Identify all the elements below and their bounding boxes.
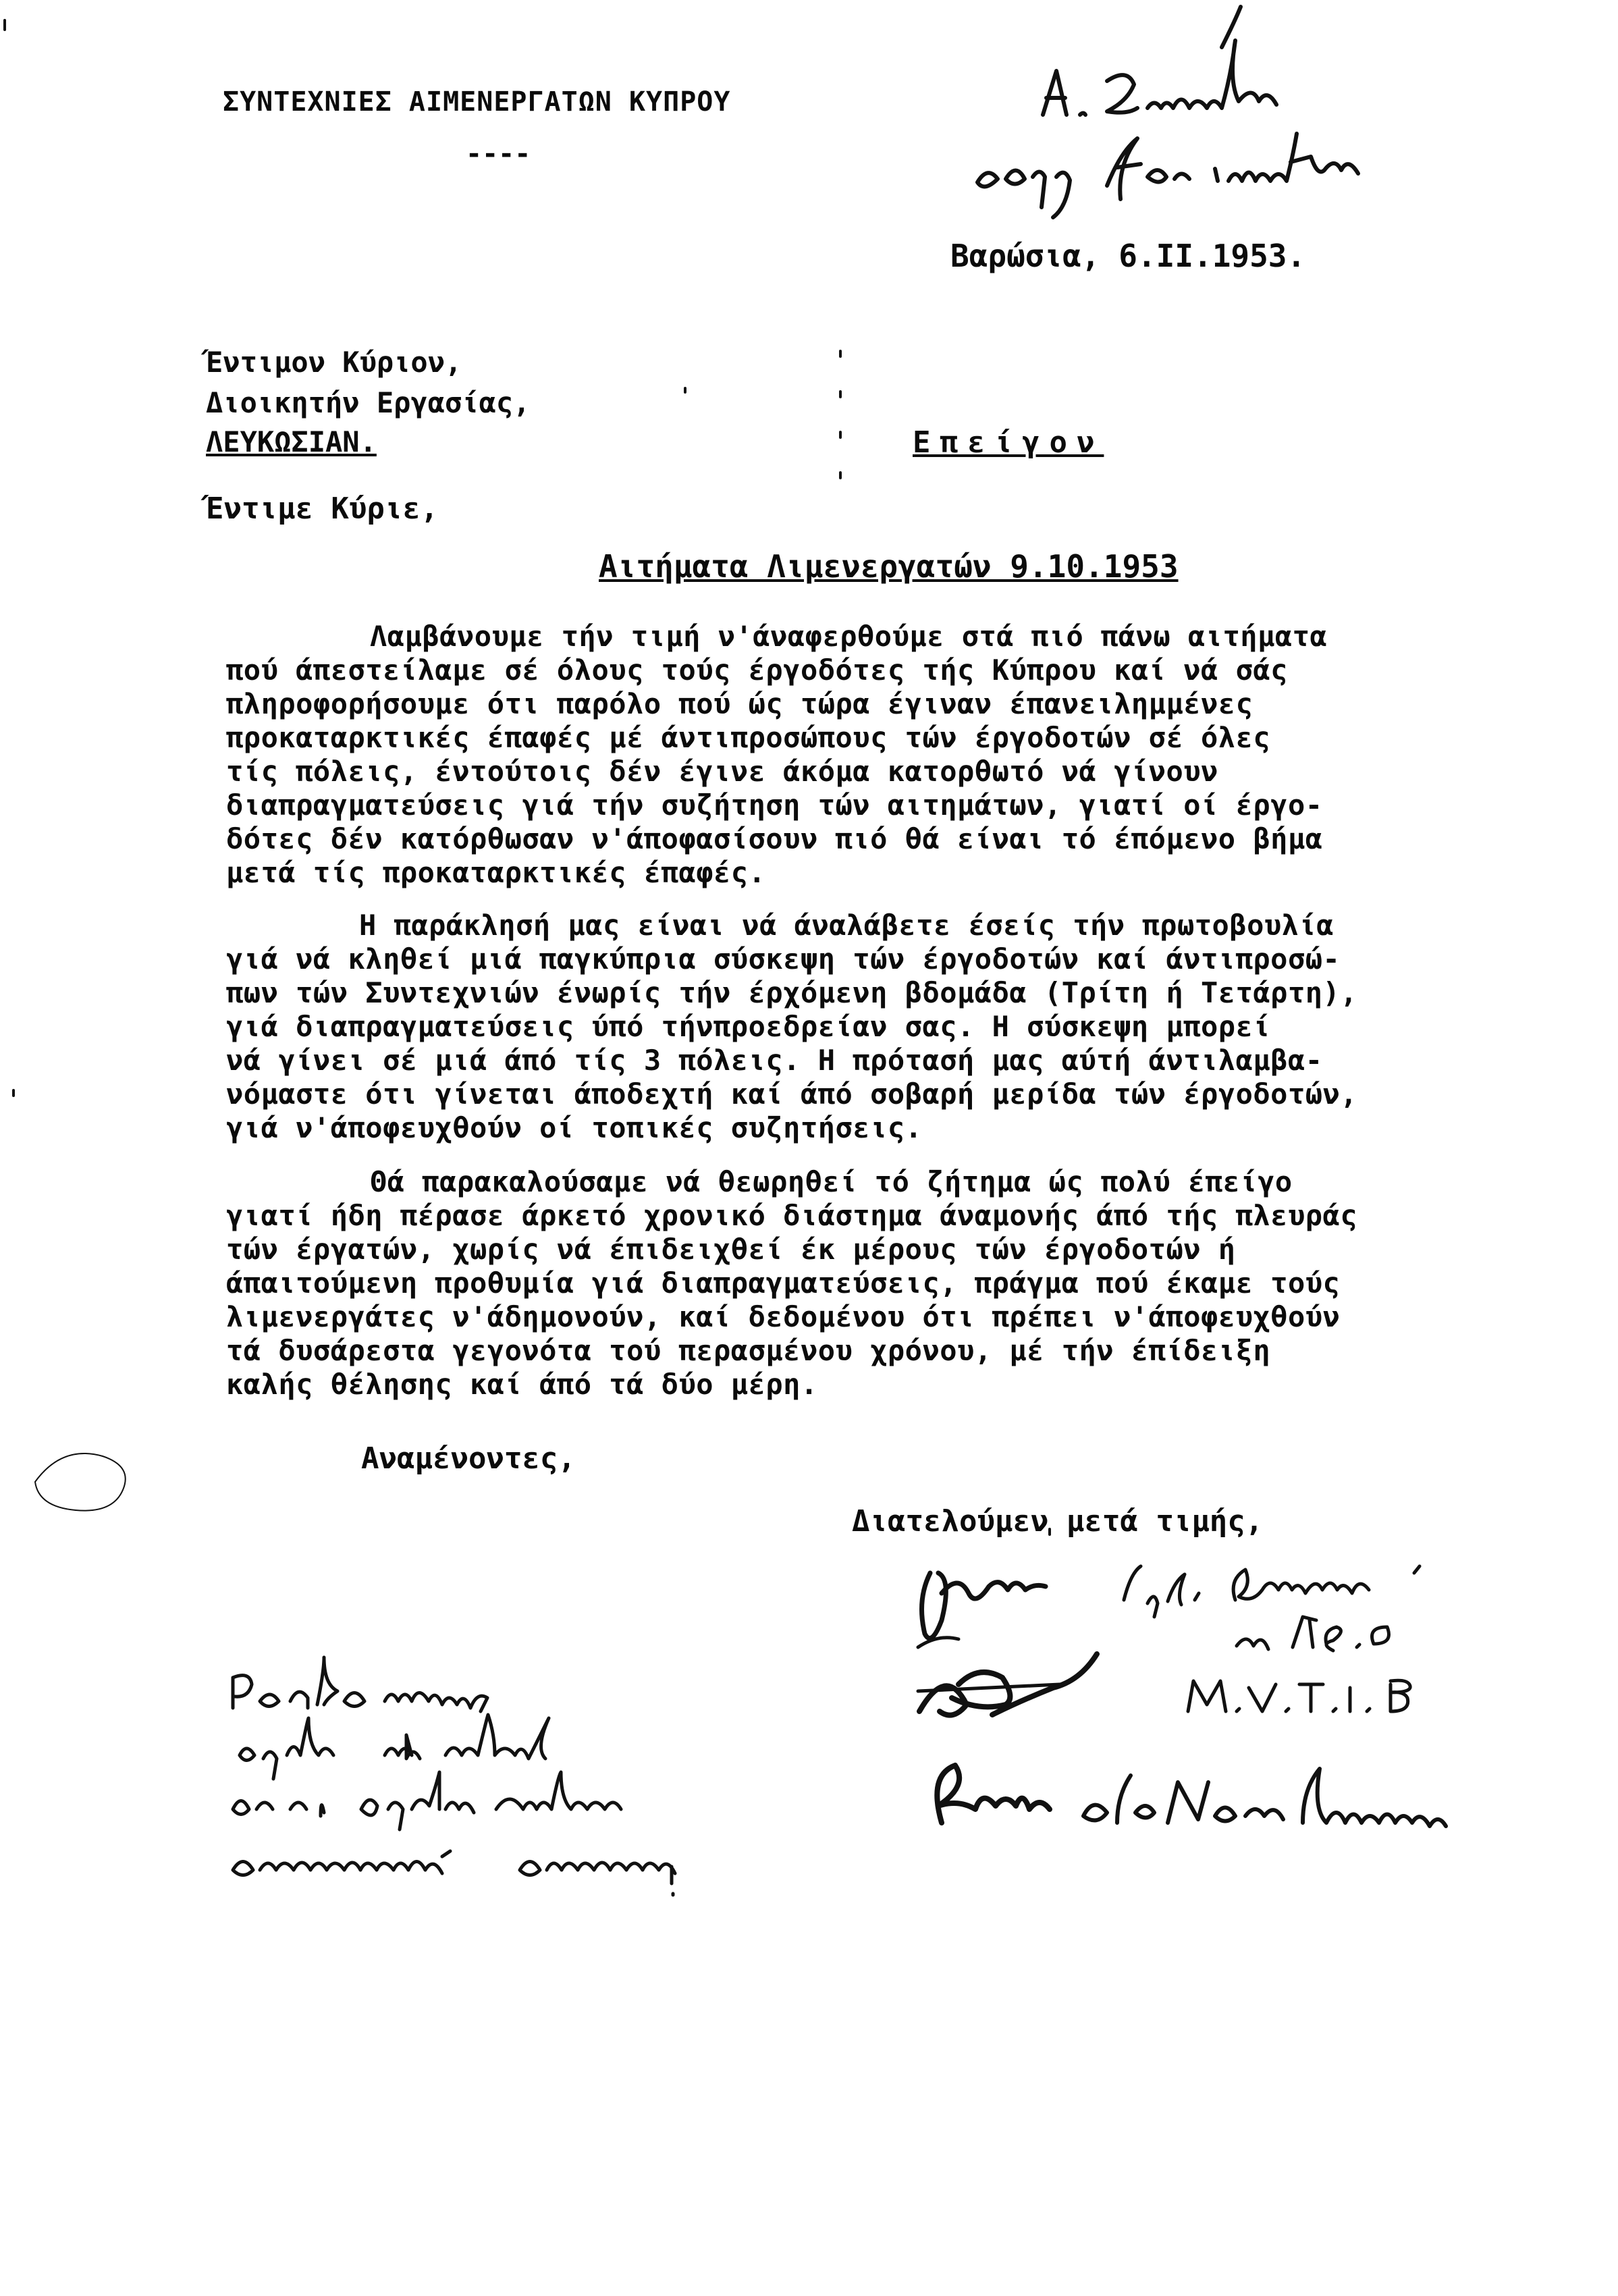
body-line: πού άπεστείλαμε σέ όλους τούς έργοδότες τής Κύπρου καί νά σάς (226, 653, 1288, 687)
subject-line: Αιτήματα Λιμενεργατών 9.10.1953 (599, 548, 1179, 585)
body-line: δότες δέν κατόρθωσαν ν'άποφασίσουν πιό θά είναι τό έπόμενο βήμα (226, 822, 1323, 855)
body-line: διαπραγματεύσεις γιά τήν συζήτηση τών αιτημάτων, γιατί οί έργο- (226, 789, 1323, 822)
body-line: πων τών Συντεχνιών ένωρίς τήν έρχόμενη βδομάδα (Τρίτη ή Τετάρτη), (226, 976, 1358, 1009)
letterhead-separator: ---- (466, 138, 531, 169)
handwritten-note-bottom-left (233, 1657, 675, 1895)
body-line: νόμαστε ότι γίνεται άποδεχτή καί άπό σοβαρή μερίδα τών έργοδοτών, (226, 1077, 1358, 1111)
body-line: γιά νά κληθεί μιά παγκύπρια σύσκεψη τών έργοδοτών καί άντιπροσώ- (226, 942, 1341, 976)
urgent-mark: Επείγον (913, 425, 1104, 460)
letterhead-organization: ΣΥΝΤΕΧΝΙΕΣ ΑΙΜΕΝΕΡΓΑΤΩΝ ΚΥΠΡΟΥ (223, 86, 731, 117)
body-line: τών έργατών, χωρίς νά έπιδειχθεί έκ μέρους τών έργοδοτών ή (226, 1233, 1236, 1266)
handwritten-annotation-top (977, 7, 1358, 217)
body-line: προκαταρκτικές έπαφές μέ άντιπροσώπους τών έργοδοτών σέ όλες (226, 721, 1271, 754)
body-line: λιμενεργάτες ν'άδημονούν, καί δεδομένου ότι πρέπει ν'άποφευχθούν (226, 1300, 1341, 1333)
addressee-line-3: ΛΕΥΚΩΣΙΑΝ. (206, 425, 377, 458)
addressee-line-2: Διοικητήν Εργασίας, (206, 386, 531, 419)
closing-line: Αναμένοντες, (361, 1441, 576, 1476)
body-line: καλής θέλησης καί άπό τά δύο μέρη. (226, 1368, 818, 1401)
signature-block (918, 1566, 1446, 1826)
body-line: άπαιτούμενη προθυμία γιά διαπραγματεύσεις, πράγμα πού έκαμε τούς (226, 1266, 1341, 1300)
body-line: μετά τίς προκαταρκτικές έπαφές. (226, 856, 766, 889)
body-line: Λαμβάνουμε τήν τιμή ν'άναφερθούμε στά πιό πάνω αιτήματα (370, 620, 1328, 653)
body-line: νά γίνει σέ μιά άπό τίς 3 πόλεις. Η πρότασή μας αύτή άντιλαμβα- (226, 1044, 1323, 1077)
ink-blot (35, 1453, 126, 1511)
body-line: Θά παρακαλούσαμε νά θεωρηθεί τό ζήτημα ώς πολύ έπείγο (370, 1165, 1293, 1198)
body-line: γιά διαπραγματεύσεις ύπό τήνπροεδρείαν σας. Η σύσκεψη μπορεί (226, 1010, 1271, 1043)
margin-marks (5, 20, 1050, 1534)
body-line: τά δυσάρεστα γεγονότα τού περασμένου χρόνου, μέ τήν έπίδειξη (226, 1334, 1271, 1367)
body-line: γιά ν'άποφευχθούν οί τοπικές συζητήσεις. (226, 1111, 923, 1144)
body-line: Η παράκλησή μας είναι νά άναλάβετε έσείς τήν πρωτοβουλία (359, 909, 1334, 942)
addressee-line-1: Έντιμον Κύριον, (206, 346, 462, 379)
body-line: γιατί ήδη πέρασε άρκετό χρονικό διάστημα άναμονής άπό τής πλευράς (226, 1199, 1358, 1232)
closing-formula: Διατελούμεν μετά τιμής, (852, 1504, 1264, 1539)
body-line: τίς πόλεις, έντούτοις δέν έγινε άκόμα κατορθωτό νά γίνουν (226, 755, 1218, 788)
body-line: πληροφορήσουμε ότι παρόλο πού ώς τώρα έγιναν έπανειλημμένες (226, 687, 1253, 720)
salutation: Έντιμε Κύριε, (206, 491, 439, 526)
date-line: Βαρώσια, 6.II.1953. (950, 238, 1306, 274)
